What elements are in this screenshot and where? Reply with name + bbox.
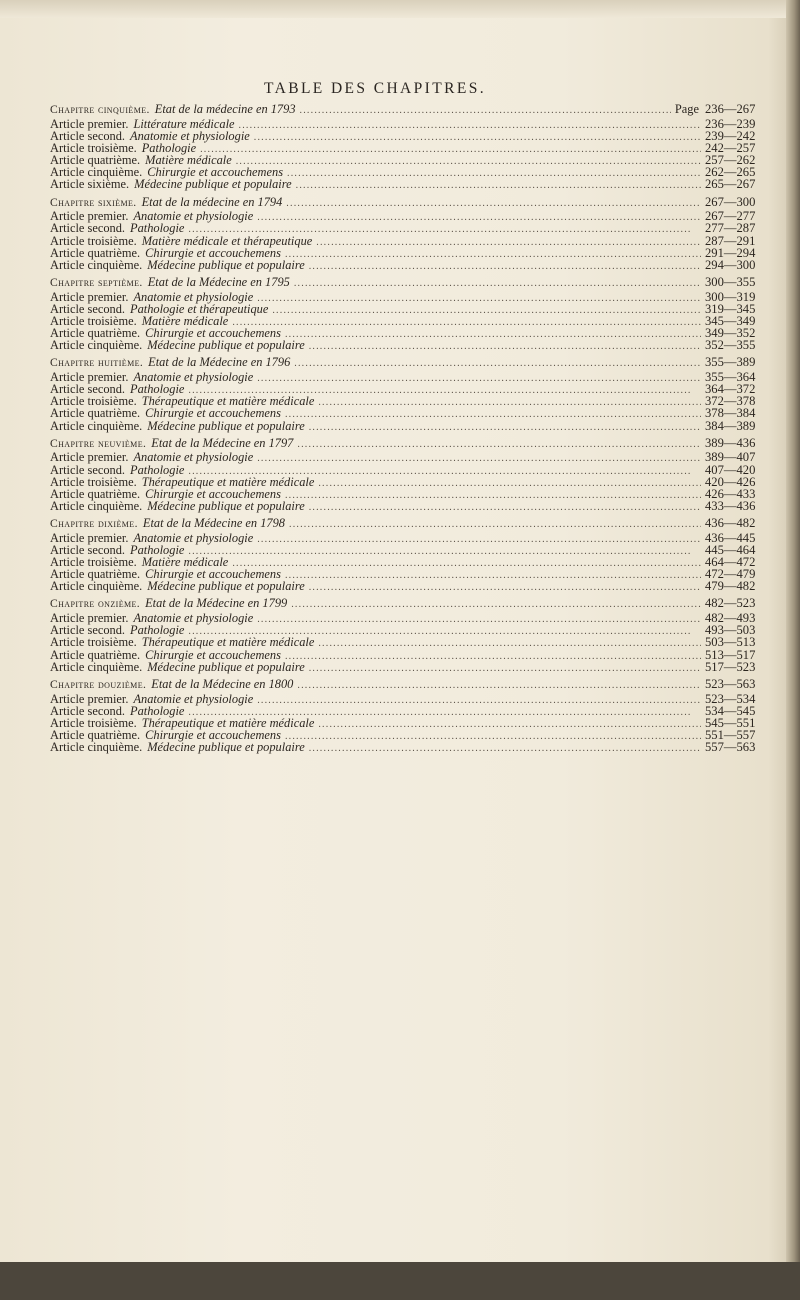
leader-dots bbox=[285, 329, 701, 341]
article-label: Article premier. bbox=[50, 530, 129, 545]
article-title: Anatomie et physiologie bbox=[133, 530, 254, 545]
leader-dots bbox=[232, 558, 701, 570]
leader-dots bbox=[294, 278, 701, 290]
article-pages: 482—493 bbox=[705, 611, 756, 626]
chapter-title: Etat de la médecine en 1793 bbox=[154, 102, 296, 116]
leader-dots bbox=[285, 731, 701, 743]
article-title: Chirurgie et accouchemens bbox=[145, 647, 281, 662]
article-pages: 352—355 bbox=[705, 338, 756, 353]
article-label: Article quatrième. bbox=[50, 245, 141, 260]
article-title: Matière médicale et thérapeutique bbox=[141, 233, 313, 248]
article-label: Article troisième. bbox=[50, 140, 137, 155]
leader-dots bbox=[318, 478, 701, 490]
article-title: Anatomie et physiologie bbox=[133, 289, 254, 304]
article-label-group bbox=[50, 500, 305, 512]
article-entry bbox=[50, 500, 765, 512]
article-pages: 436—445 bbox=[705, 530, 756, 545]
article-label-group bbox=[50, 339, 305, 351]
article-title: Anatomie et physiologie bbox=[133, 691, 254, 706]
article-label: Article troisième. bbox=[50, 233, 137, 248]
article-pages: 287—291 bbox=[705, 233, 756, 248]
article-title: Chirurgie et accouchemens bbox=[145, 245, 281, 260]
article-label: Article cinquième. bbox=[50, 498, 143, 513]
page-binding-shadow bbox=[786, 0, 800, 1300]
article-label: Article second. bbox=[50, 221, 126, 236]
leader-dots bbox=[285, 651, 701, 663]
scan-bottom-band bbox=[0, 1262, 800, 1300]
article-title: Pathologie bbox=[130, 703, 185, 718]
leader-dots bbox=[309, 743, 701, 755]
article-label-group bbox=[50, 420, 305, 432]
leader-dots bbox=[297, 680, 701, 692]
article-title: Chirurgie et accouchemens bbox=[145, 486, 281, 501]
article-pages: 291—294 bbox=[705, 245, 756, 260]
chapter-label: Chapitre septième. bbox=[50, 275, 143, 289]
article-pages: 257—262 bbox=[705, 153, 756, 168]
chapter-pages: 482—523 bbox=[705, 596, 756, 611]
article-entry bbox=[50, 178, 765, 190]
chapter-title: Etat de la Médecine en 1796 bbox=[148, 355, 291, 370]
chapter-heading bbox=[50, 356, 765, 371]
chapter-label-group bbox=[50, 597, 287, 610]
leader-dots bbox=[294, 358, 701, 370]
leader-dots bbox=[285, 249, 701, 261]
leader-dots bbox=[236, 156, 701, 168]
article-label: Article sixième. bbox=[50, 177, 130, 192]
article-pages: 267—277 bbox=[705, 209, 756, 224]
leader-dots bbox=[318, 397, 701, 409]
article-pages: 426—433 bbox=[705, 486, 756, 501]
article-label: Article cinquième. bbox=[50, 257, 143, 272]
article-title: Médecine publique et populaire bbox=[147, 579, 305, 594]
article-title: Matière médicale bbox=[145, 153, 232, 168]
article-title: Anatomie et physiologie bbox=[130, 128, 250, 143]
article-label: Article troisième. bbox=[50, 394, 137, 409]
article-title: Anatomie et physiologie bbox=[133, 209, 254, 224]
article-entry bbox=[50, 339, 765, 351]
article-title: Médecine publique et populaire bbox=[147, 659, 305, 674]
leader-dots bbox=[232, 317, 701, 329]
article-label: Article second. bbox=[50, 623, 126, 638]
leader-dots bbox=[309, 261, 701, 273]
leader-dots bbox=[257, 534, 701, 546]
article-pages: 300—319 bbox=[705, 289, 756, 304]
chapter-pages: 300—355 bbox=[705, 274, 756, 289]
leader-dots bbox=[309, 663, 701, 675]
article-label: Article second. bbox=[50, 462, 126, 477]
article-title: Pathologie bbox=[130, 623, 185, 638]
chapter-label-group bbox=[50, 356, 290, 369]
article-label: Article quatrième. bbox=[50, 567, 141, 582]
article-title: Thérapeutique et matière médicale bbox=[141, 474, 315, 489]
article-pages: 407—420 bbox=[705, 462, 756, 477]
article-title: Chirurgie et accouchemens bbox=[145, 727, 281, 742]
article-pages: 236—239 bbox=[705, 116, 756, 131]
article-title: Pathologie bbox=[130, 382, 185, 397]
article-pages: 242—257 bbox=[705, 140, 756, 155]
article-pages: 239—242 bbox=[705, 128, 756, 143]
chapter-label: Chapitre onzième. bbox=[50, 597, 141, 611]
chapter-pages: 267—300 bbox=[705, 194, 756, 209]
leader-dots bbox=[285, 570, 701, 582]
article-pages: 420—426 bbox=[705, 474, 756, 489]
article-title: Thérapeutique et matière médicale bbox=[141, 635, 315, 650]
chapter-title: Etat de la Médecine en 1799 bbox=[145, 596, 288, 611]
article-pages: 551—557 bbox=[705, 727, 756, 742]
leader-dots bbox=[257, 614, 701, 626]
article-entry bbox=[50, 661, 765, 673]
article-label: Article second. bbox=[50, 542, 126, 557]
chapter-pages: 389—436 bbox=[705, 435, 756, 450]
article-pages: 384—389 bbox=[705, 418, 756, 433]
article-label: Article second. bbox=[50, 301, 126, 316]
article-title: Médecine publique et populaire bbox=[147, 498, 305, 513]
chapter-heading bbox=[50, 678, 765, 693]
article-label: Article troisième. bbox=[50, 474, 137, 489]
chapter-label-group bbox=[50, 276, 290, 289]
leader-dots bbox=[200, 144, 701, 156]
leader-dots bbox=[188, 546, 701, 558]
article-title: Chirurgie et accouchemens bbox=[147, 165, 284, 180]
article-label: Article cinquième. bbox=[50, 659, 143, 674]
article-label: Article second. bbox=[50, 382, 126, 397]
chapter-label-group bbox=[50, 437, 293, 450]
leader-dots bbox=[316, 237, 701, 249]
article-title: Médecine publique et populaire bbox=[147, 257, 305, 272]
article-label: Article quatrième. bbox=[50, 326, 141, 341]
article-label-group bbox=[50, 741, 305, 753]
leader-dots bbox=[257, 293, 701, 305]
article-pages: 389—407 bbox=[705, 450, 756, 465]
article-label: Article premier. bbox=[50, 289, 129, 304]
article-label: Article quatrième. bbox=[50, 153, 141, 168]
article-title: Chirurgie et accouchemens bbox=[145, 326, 281, 341]
article-pages: 345—349 bbox=[705, 313, 756, 328]
article-pages: 517—523 bbox=[705, 659, 756, 674]
article-label: Article second. bbox=[50, 128, 126, 143]
article-label: Article second. bbox=[50, 703, 126, 718]
article-pages: 523—534 bbox=[705, 691, 756, 706]
leader-dots bbox=[296, 180, 701, 192]
article-label: Article troisième. bbox=[50, 555, 137, 570]
article-title: Médecine publique et populaire bbox=[147, 740, 305, 755]
article-pages: 364—372 bbox=[705, 382, 756, 397]
leader-dots bbox=[309, 341, 701, 353]
chapter-heading bbox=[50, 276, 765, 291]
article-title: Chirurgie et accouchemens bbox=[145, 567, 281, 582]
article-label: Article cinquième. bbox=[50, 338, 143, 353]
article-entry bbox=[50, 741, 765, 753]
chapter-label-group bbox=[50, 103, 296, 116]
leader-dots bbox=[318, 638, 701, 650]
chapter-label-group bbox=[50, 517, 285, 530]
chapter-heading bbox=[50, 103, 765, 118]
article-pages: 277—287 bbox=[705, 221, 756, 236]
leader-dots bbox=[287, 168, 701, 180]
article-title: Pathologie bbox=[130, 462, 185, 477]
leader-dots bbox=[286, 198, 701, 210]
chapter-label: Chapitre cinquième. bbox=[50, 103, 150, 116]
article-pages: 472—479 bbox=[705, 567, 756, 582]
chapter-title: Etat de la Médecine en 1800 bbox=[151, 676, 294, 691]
article-title: Pathologie bbox=[130, 542, 185, 557]
article-label: Article quatrième. bbox=[50, 486, 141, 501]
article-pages: 433—436 bbox=[705, 498, 756, 513]
article-title: Littérature médicale bbox=[133, 116, 235, 131]
leader-dots bbox=[239, 120, 701, 132]
chapter-pages: 436—482 bbox=[705, 516, 756, 531]
article-pages: 378—384 bbox=[705, 406, 756, 421]
article-title: Pathologie bbox=[141, 140, 197, 155]
article-entry bbox=[50, 580, 765, 592]
leader-dots bbox=[257, 453, 701, 465]
article-entry bbox=[50, 259, 765, 271]
article-label: Article quatrième. bbox=[50, 406, 141, 421]
chapter-title: Etat de la Médecine en 1798 bbox=[142, 516, 285, 531]
article-pages: 355—364 bbox=[705, 370, 756, 384]
article-pages: 445—464 bbox=[705, 542, 756, 557]
article-pages: 479—482 bbox=[705, 579, 756, 594]
leader-dots bbox=[285, 409, 701, 421]
article-label: Article quatrième. bbox=[50, 647, 141, 662]
article-label: Article cinquième. bbox=[50, 418, 143, 433]
leader-dots bbox=[297, 439, 701, 451]
leader-dots bbox=[285, 490, 701, 502]
article-title: Chirurgie et accouchemens bbox=[145, 406, 281, 421]
chapter-pages: 355—389 bbox=[705, 355, 756, 370]
article-title: Thérapeutique et matière médicale bbox=[141, 394, 315, 409]
article-pages: 545—551 bbox=[705, 715, 756, 730]
chapter-label-group bbox=[50, 678, 293, 691]
article-label: Article cinquième. bbox=[50, 740, 143, 755]
article-label: Article cinquième. bbox=[50, 165, 143, 180]
chapter-heading bbox=[50, 196, 765, 211]
article-pages: 493—503 bbox=[705, 623, 756, 638]
article-pages: 534—545 bbox=[705, 703, 756, 718]
chapter-label: Chapitre douzième. bbox=[50, 677, 147, 691]
article-title: Pathologie bbox=[130, 221, 185, 236]
chapter-pages: 236—267 bbox=[705, 102, 756, 116]
article-title: Matière médicale bbox=[141, 313, 229, 328]
chapter-label: Chapitre dixième. bbox=[50, 517, 138, 531]
page-top-edge bbox=[0, 0, 800, 18]
article-title: Médecine publique et populaire bbox=[134, 177, 292, 192]
article-label: Article quatrième. bbox=[50, 727, 141, 742]
article-pages: 294—300 bbox=[705, 257, 756, 272]
article-title: Anatomie et physiologie bbox=[133, 611, 254, 626]
table-of-contents bbox=[50, 103, 765, 753]
chapter-heading bbox=[50, 437, 765, 452]
article-label: Article troisième. bbox=[50, 715, 137, 730]
article-label: Article premier. bbox=[50, 116, 129, 131]
chapter-title: Etat de la médecine en 1794 bbox=[141, 194, 283, 209]
article-entry bbox=[50, 420, 765, 432]
article-label: Article premier. bbox=[50, 450, 129, 465]
leader-dots bbox=[300, 105, 671, 117]
article-title: Thérapeutique et matière médicale bbox=[141, 715, 315, 730]
chapter-label: Chapitre neuvième. bbox=[50, 436, 147, 450]
leader-dots bbox=[289, 519, 701, 531]
article-label-group bbox=[50, 580, 305, 592]
article-label: Article premier. bbox=[50, 209, 129, 224]
page-word: Page bbox=[674, 102, 699, 116]
leader-dots bbox=[309, 422, 701, 434]
article-title: Matière médicale bbox=[141, 555, 229, 570]
leader-dots bbox=[257, 373, 701, 385]
article-pages: 262—265 bbox=[705, 165, 756, 180]
running-header: TABLE DES CHAPITRES. bbox=[263, 80, 486, 97]
chapter-title: Etat de la Médecine en 1795 bbox=[147, 274, 290, 289]
article-pages: 513—517 bbox=[705, 647, 756, 662]
leader-dots bbox=[291, 599, 701, 611]
article-title: Pathologie et thérapeutique bbox=[130, 301, 269, 316]
article-label-group bbox=[50, 259, 305, 271]
article-title: Médecine publique et populaire bbox=[147, 338, 305, 353]
article-label: Article cinquième. bbox=[50, 579, 143, 594]
leader-dots bbox=[309, 502, 701, 514]
chapter-label: Chapitre huitième. bbox=[50, 356, 144, 370]
chapter-label: Chapitre sixième. bbox=[50, 195, 137, 209]
leader-dots bbox=[257, 695, 701, 707]
article-label: Article premier. bbox=[50, 370, 129, 384]
article-pages: 503—513 bbox=[705, 635, 756, 650]
article-pages: 349—352 bbox=[705, 326, 756, 341]
article-pages: 319—345 bbox=[705, 301, 756, 316]
article-title: Anatomie et physiologie bbox=[133, 370, 254, 384]
leader-dots bbox=[254, 132, 701, 144]
article-label-group bbox=[50, 178, 292, 190]
article-pages: 265—267 bbox=[705, 177, 756, 192]
article-title: Anatomie et physiologie bbox=[133, 450, 254, 465]
article-pages: 372—378 bbox=[705, 394, 756, 409]
article-label: Article troisième. bbox=[50, 313, 137, 328]
article-label-group bbox=[50, 661, 305, 673]
article-label: Article premier. bbox=[50, 691, 129, 706]
leader-dots bbox=[272, 305, 701, 317]
chapter-label-group bbox=[50, 196, 282, 209]
article-label: Article troisième. bbox=[50, 635, 137, 650]
article-pages: 557—563 bbox=[705, 740, 756, 755]
chapter-heading bbox=[50, 597, 765, 612]
article-label: Article premier. bbox=[50, 611, 129, 626]
leader-dots bbox=[318, 719, 701, 731]
chapter-pages: 523—563 bbox=[705, 676, 756, 691]
article-title: Médecine publique et populaire bbox=[147, 418, 305, 433]
article-pages: 464—472 bbox=[705, 555, 756, 570]
leader-dots bbox=[309, 582, 701, 594]
chapter-heading bbox=[50, 517, 765, 532]
leader-dots bbox=[257, 212, 701, 224]
chapter-title: Etat de la Médecine en 1797 bbox=[151, 435, 294, 450]
